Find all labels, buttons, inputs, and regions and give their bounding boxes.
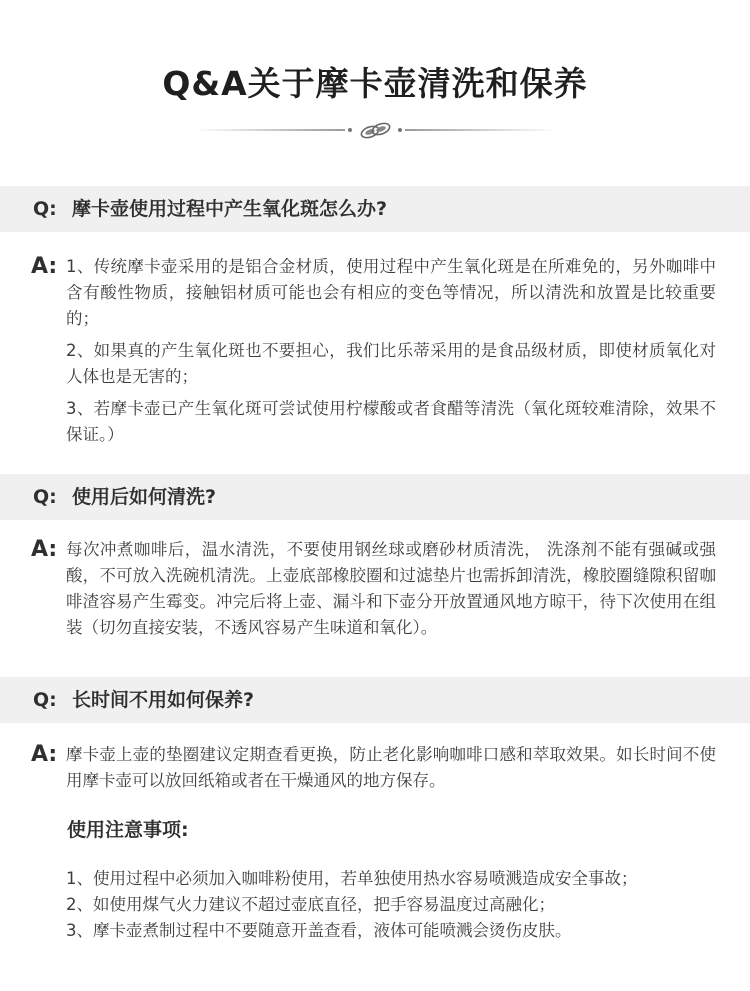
answer-paragraph: 1、传统摩卡壶采用的是铝合金材质，使用过程中产生氧化斑是在所难免的，另外咖啡中含有酸性物质，接触铝材质可能也会有相应的变色等情况，所以清洗和放置是比较重要的； xyxy=(66,257,716,328)
question-label: Q: xyxy=(33,486,57,508)
answer-paragraph: 摩卡壶上壶的垫圈建议定期查看更换，防止老化影响咖啡口感和萃取效果。如长时间不使用摩卡壶可以放回纸箱或者在干燥通风的地方保存。 xyxy=(66,745,716,790)
answer-paragraph: 每次冲煮咖啡后，温水清洗，不要使用钢丝球或磨砂材质清洗， 洗涤剂不能有强碱或强酸，不可放入洗碗机清洗。上壶底部橡胶圈和过滤垫片也需拆卸清洗，橡胶圈缝隙积留咖啡渣容易产生霉变。冲完后将上壶、漏斗和下壶分开放置通风地方晾干，待下次使用在组装（切勿直接安装，不透风容易产生味道和氧化）。 xyxy=(66,540,716,637)
notice-item: 2、如使用煤气火力建议不超过壶底直径，把手容易温度过高融化； xyxy=(66,895,555,914)
notice-item: 1、使用过程中必须加入咖啡粉使用，若单独使用热水容易喷溅造成安全事故； xyxy=(66,869,638,888)
divider-line-left xyxy=(195,129,345,131)
page-title: Q&A关于摩卡壶清洗和保养 xyxy=(162,64,588,103)
title-divider xyxy=(195,118,555,142)
notice-title: 使用注意事项: xyxy=(67,819,189,841)
question-text: 使用后如何清洗? xyxy=(72,486,217,508)
question-bar xyxy=(0,677,750,723)
divider-dot xyxy=(398,128,402,132)
question-label: Q: xyxy=(33,198,57,220)
notice-item: 3、摩卡壶煮制过程中不要随意开盖查看，液体可能喷溅会烫伤皮肤。 xyxy=(66,921,572,940)
divider-line-right xyxy=(405,129,555,131)
question-label: Q: xyxy=(33,689,57,711)
question-text: 长时间不用如何保养? xyxy=(72,689,255,711)
divider-dot xyxy=(348,128,352,132)
answer-label: A: xyxy=(31,254,58,279)
answer-label: A: xyxy=(31,742,58,767)
question-bar xyxy=(0,186,750,232)
question-bar xyxy=(0,474,750,520)
question-text: 摩卡壶使用过程中产生氧化斑怎么办? xyxy=(72,198,388,220)
answer-paragraph: 2、如果真的产生氧化斑也不要担心，我们比乐蒂采用的是食品级材质，即使材质氧化对人体也是无害的； xyxy=(66,341,716,386)
answer-paragraph: 3、若摩卡壶已产生氧化斑可尝试使用柠檬酸或者食醋等清洗（氧化斑较难清除，效果不保证。） xyxy=(66,399,716,444)
coffee-cups-icon xyxy=(357,118,393,142)
answer-label: A: xyxy=(31,537,58,562)
